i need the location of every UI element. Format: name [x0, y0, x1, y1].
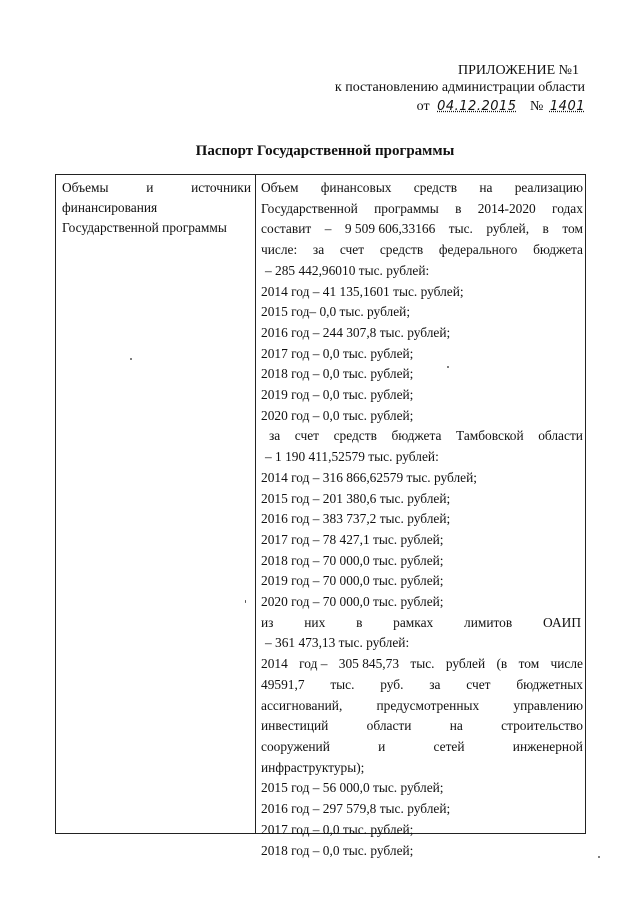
word: тыс.	[448, 221, 473, 237]
federal-year-row: 2019 год – 0,0 тыс. рублей;	[261, 387, 414, 403]
word: рамках	[393, 614, 434, 630]
oaip-2014-line	[261, 696, 583, 717]
regional-year-row: 2017 год – 78 427,1 тыс. рублей;	[261, 531, 444, 547]
word: счет	[339, 242, 365, 258]
intro-line	[261, 178, 583, 199]
left-heading-line	[62, 178, 251, 198]
handwritten-number: 1401	[549, 99, 585, 114]
word: из	[261, 614, 274, 630]
word: средств	[379, 242, 424, 258]
word: составит	[261, 221, 312, 237]
word: и	[146, 180, 154, 195]
oaip-2014-end: инфраструктуры);	[261, 759, 365, 775]
federal-year-row: 2015 год– 0,0 тыс. рублей;	[261, 304, 411, 320]
intro-line	[261, 240, 583, 261]
word: федерального	[438, 242, 518, 258]
word: сетей	[433, 738, 465, 754]
word: –	[324, 221, 332, 237]
regional-year-row: 2020 год – 70 000,0 тыс. рублей;	[261, 594, 444, 610]
regional-year-row: 2019 год – 70 000,0 тыс. рублей;	[261, 573, 444, 589]
regional-header	[261, 426, 583, 447]
word: за	[269, 428, 281, 444]
word: области	[538, 428, 583, 444]
regional-year-row: 2018 год – 70 000,0 тыс. рублей;	[261, 552, 444, 568]
word: 9 509 606,33166	[344, 221, 436, 237]
word: лимитов	[464, 614, 513, 630]
regional-year-row: 2015 год – 201 380,6 тыс. рублей;	[261, 490, 451, 506]
appendix-subtitle: к постановлению администрации области	[334, 80, 585, 95]
number-prefix: №	[530, 99, 544, 114]
word: годах	[552, 200, 583, 216]
left-heading-line: Государственной программы	[62, 220, 227, 235]
word: рублей	[445, 656, 486, 672]
funding-intro	[261, 178, 583, 261]
word: на	[479, 180, 493, 195]
word: тыс.	[410, 656, 435, 672]
federal-total: – 285 442,96010 тыс. рублей:	[265, 262, 430, 278]
word: числе:	[261, 242, 298, 258]
federal-year-row: 2017 год – 0,0 тыс. рублей;	[261, 345, 414, 361]
oaip-year-row: 2017 год – 0,0 тыс. рублей;	[261, 821, 414, 837]
left-heading-line: финансирования	[62, 200, 158, 215]
word: бюджетных	[516, 676, 583, 692]
word: том	[518, 656, 540, 672]
oaip-2014-detail	[261, 654, 583, 758]
word: строительство	[501, 718, 583, 734]
regional-total: – 1 190 411,52579 тыс. рублей:	[265, 449, 439, 465]
oaip-year-row: 2018 год – 0,0 тыс. рублей;	[261, 842, 414, 858]
table-right-column	[256, 175, 587, 858]
word: финансовых	[320, 180, 392, 195]
word: за	[312, 242, 325, 258]
word: предусмотренных	[376, 697, 480, 713]
word: области	[366, 718, 412, 734]
regional-year-row: 2016 год – 383 737,2 тыс. рублей;	[261, 511, 451, 527]
word: том	[562, 221, 583, 237]
oaip-header	[261, 613, 583, 634]
handwritten-date: 04.12.2015	[437, 99, 517, 114]
word: 2014-2020	[477, 200, 536, 216]
word: и	[378, 738, 386, 754]
word: счет	[466, 676, 491, 692]
regional-year-row: 2014 год – 316 866,62579 тыс. рублей;	[261, 469, 478, 485]
oaip-years-list	[261, 778, 583, 861]
oaip-2014-line	[261, 675, 583, 696]
word: программы	[374, 200, 439, 216]
appendix-header	[335, 62, 585, 115]
oaip-year-row: 2015 год – 56 000,0 тыс. рублей;	[261, 780, 444, 796]
word: 305 845,73	[338, 656, 400, 672]
appendix-title: ПРИЛОЖЕНИЕ №1	[458, 63, 579, 78]
word: Объем	[261, 180, 299, 195]
word: числе	[550, 656, 583, 672]
table-left-column	[56, 175, 256, 833]
word: 49591,7	[261, 676, 305, 692]
federal-years-list	[261, 282, 583, 427]
word: инвестиций	[261, 718, 329, 734]
word: Тамбовской	[455, 428, 524, 444]
federal-year-row: 2016 год – 244 307,8 тыс. рублей;	[261, 324, 451, 340]
word: управлению	[513, 697, 583, 713]
word: бюджета	[533, 242, 583, 258]
oaip-2014-line	[261, 716, 583, 737]
word: руб.	[380, 676, 404, 692]
word: в	[455, 200, 462, 216]
word: тыс.	[330, 676, 355, 692]
word: в	[542, 221, 549, 237]
oaip-year-row: 2016 год – 297 579,8 тыс. рублей;	[261, 801, 451, 817]
federal-year-row: 2018 год – 0,0 тыс. рублей;	[261, 366, 414, 382]
word: 2014	[261, 656, 288, 672]
word: ОАИП	[542, 614, 581, 630]
intro-line	[261, 219, 583, 240]
regional-years-list	[261, 468, 583, 613]
federal-year-row: 2020 год – 0,0 тыс. рублей;	[261, 407, 414, 423]
oaip-2014-line	[261, 737, 583, 758]
word: средств	[413, 180, 458, 195]
word: инженерной	[512, 738, 583, 754]
document-title: Паспорт Государственной программы	[195, 143, 455, 159]
appendix-date-line	[335, 98, 585, 115]
word: в	[356, 614, 363, 630]
word: Объемы	[62, 180, 109, 195]
oaip-2014-line	[261, 654, 583, 675]
word: сооружений	[261, 738, 330, 754]
word: средств	[333, 428, 377, 444]
word: на	[449, 718, 463, 734]
word: (в	[496, 656, 508, 672]
intro-line	[261, 199, 583, 220]
word: Государственной	[261, 200, 358, 216]
federal-year-row: 2014 год – 41 135,1601 тыс. рублей;	[261, 283, 464, 299]
word: год –	[299, 656, 328, 672]
date-prefix: от	[416, 99, 430, 114]
word: ассигнований,	[261, 697, 343, 713]
word: за	[429, 676, 441, 692]
passport-table	[55, 174, 586, 858]
oaip-total: – 361 473,13 тыс. рублей:	[265, 635, 410, 651]
word: реализацию	[514, 180, 583, 195]
word: счет	[294, 428, 320, 444]
word: бюджета	[391, 428, 442, 444]
word: них	[304, 614, 326, 630]
word: рублей,	[486, 221, 530, 237]
word: источники	[191, 180, 251, 195]
